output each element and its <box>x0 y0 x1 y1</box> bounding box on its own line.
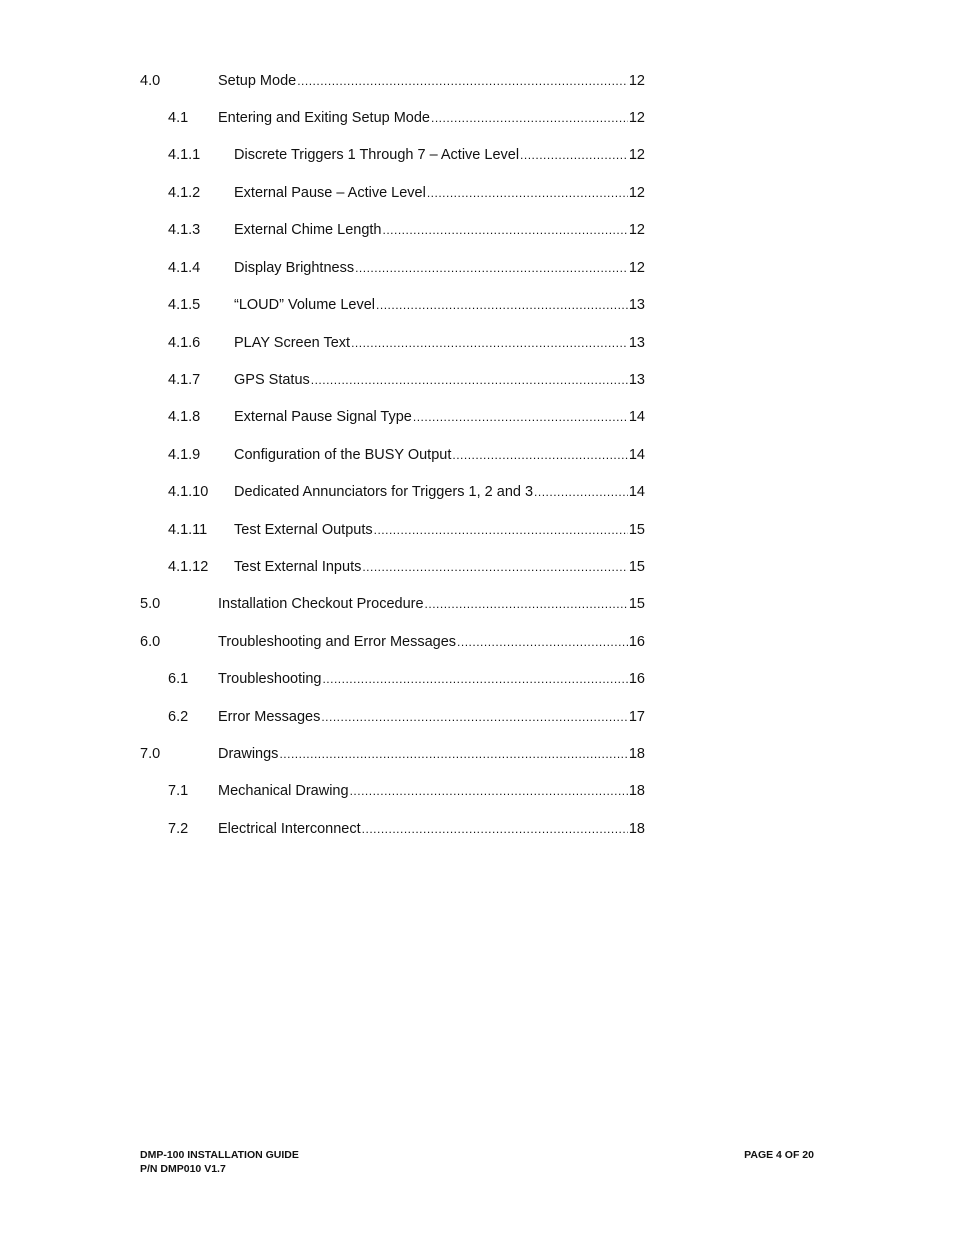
toc-page-number: 16 <box>628 671 645 687</box>
toc-dot-leader <box>311 370 628 390</box>
toc-section-number: 7.1 <box>168 783 189 799</box>
toc-dot-leader <box>374 520 628 540</box>
toc-section-number: 4.1.10 <box>168 484 209 500</box>
toc-dot-leader <box>376 295 628 315</box>
toc-row-4-1-4[interactable] <box>0 258 954 278</box>
toc-page-number: 13 <box>628 297 645 313</box>
toc-section-title: Configuration of the BUSY Output <box>234 447 452 463</box>
toc-dot-leader <box>520 145 628 165</box>
toc-section-title: External Pause – Active Level <box>234 185 426 201</box>
toc-section-number: 4.0 <box>140 73 161 89</box>
toc-dot-leader <box>427 183 628 203</box>
toc-page-number: 14 <box>628 409 645 425</box>
toc-section-number: 4.1 <box>168 110 189 126</box>
toc-page-number: 12 <box>628 185 645 201</box>
toc-row-7-2[interactable] <box>0 819 954 839</box>
toc-section-title: Troubleshooting and Error Messages <box>218 634 457 650</box>
toc-row-4-1-10[interactable] <box>0 482 954 502</box>
toc-dot-leader <box>413 407 628 427</box>
toc-row-4-1-5[interactable] <box>0 295 954 315</box>
toc-section-number: 6.2 <box>168 709 189 725</box>
toc-row-4-1-12[interactable] <box>0 557 954 577</box>
toc-section-number: 7.0 <box>140 746 161 762</box>
toc-section-title: Drawings <box>218 746 279 762</box>
toc-dot-leader <box>383 220 628 240</box>
toc-row-6-0[interactable] <box>0 632 954 652</box>
toc-page-number: 15 <box>628 522 645 538</box>
toc-section-number: 4.1.5 <box>168 297 201 313</box>
toc-row-6-1[interactable] <box>0 669 954 689</box>
toc-row-4-1-2[interactable] <box>0 183 954 203</box>
toc-row-4-1-6[interactable] <box>0 333 954 353</box>
footer-right <box>744 1148 814 1162</box>
toc-dot-leader <box>431 108 628 128</box>
toc-section-number: 4.1.6 <box>168 335 201 351</box>
toc-section-title: Electrical Interconnect <box>218 821 361 837</box>
toc-section-title: Mechanical Drawing <box>218 783 349 799</box>
toc-row-4-1-1[interactable] <box>0 145 954 165</box>
toc-row-7-0[interactable] <box>0 744 954 764</box>
toc-section-title: Troubleshooting <box>218 671 322 687</box>
toc-row-5-0[interactable] <box>0 594 954 614</box>
toc-section-number: 4.1.8 <box>168 409 201 425</box>
toc-page-number: 12 <box>628 73 645 89</box>
toc-row-4-1-11[interactable] <box>0 520 954 540</box>
toc-page-number: 13 <box>628 372 645 388</box>
toc-row-4-0[interactable] <box>0 71 954 91</box>
toc-dot-leader <box>350 781 628 801</box>
toc-section-number: 4.1.1 <box>168 147 201 163</box>
footer-part-number: P/N DMP010 V1.7 <box>140 1163 226 1175</box>
footer-page-label: PAGE 4 OF 20 <box>744 1149 814 1161</box>
toc-page-number: 18 <box>628 783 645 799</box>
toc-row-4-1-7[interactable] <box>0 370 954 390</box>
toc-row-4-1-3[interactable] <box>0 220 954 240</box>
toc-section-number: 4.1.11 <box>168 522 208 538</box>
toc-row-6-2[interactable] <box>0 707 954 727</box>
toc-page-number: 12 <box>628 147 645 163</box>
toc-section-title: GPS Status <box>234 372 310 388</box>
toc-section-title: Installation Checkout Procedure <box>218 596 424 612</box>
toc-section-title: Display Brightness <box>234 260 355 276</box>
toc-section-title: Dedicated Annunciators for Triggers 1, 2 and 3 <box>234 484 534 500</box>
toc-section-number: 4.1.12 <box>168 559 209 575</box>
toc-row-7-1[interactable] <box>0 781 954 801</box>
toc-page-number: 12 <box>628 222 645 238</box>
toc-section-number: 6.1 <box>168 671 189 687</box>
toc-page-number: 14 <box>628 447 645 463</box>
toc-section-number: 5.0 <box>140 596 161 612</box>
toc-section-title: Setup Mode <box>218 73 297 89</box>
toc-dot-leader <box>534 482 628 502</box>
toc-section-number: 7.2 <box>168 821 189 837</box>
toc-page-number: 18 <box>628 746 645 762</box>
toc-page-number: 15 <box>628 559 645 575</box>
toc-page-number: 14 <box>628 484 645 500</box>
toc-section-number: 4.1.3 <box>168 222 201 238</box>
toc-section-title: Test External Inputs <box>234 559 362 575</box>
toc-section-title: Entering and Exiting Setup Mode <box>218 110 430 126</box>
toc-dot-leader <box>297 71 628 91</box>
toc-section-number: 4.1.7 <box>168 372 201 388</box>
toc-section-title: External Pause Signal Type <box>234 409 412 425</box>
toc-dot-leader <box>351 333 628 353</box>
toc-section-title: Discrete Triggers 1 Through 7 – Active Level <box>234 147 520 163</box>
toc-section-number: 6.0 <box>140 634 161 650</box>
toc-section-title: Test External Outputs <box>234 522 373 538</box>
toc-dot-leader <box>457 632 628 652</box>
toc-section-title: PLAY Screen Text <box>234 335 351 351</box>
footer-left <box>140 1148 299 1176</box>
toc-dot-leader <box>321 707 628 727</box>
toc-page-number: 12 <box>628 110 645 126</box>
toc-row-4-1[interactable] <box>0 108 954 128</box>
toc-page-number: 18 <box>628 821 645 837</box>
toc-row-4-1-8[interactable] <box>0 407 954 427</box>
toc-dot-leader <box>425 594 628 614</box>
toc-dot-leader <box>452 445 627 465</box>
toc-section-number: 4.1.4 <box>168 260 201 276</box>
toc-dot-leader <box>362 819 628 839</box>
toc-section-title: Error Messages <box>218 709 321 725</box>
toc-page-number: 12 <box>628 260 645 276</box>
toc-page-number: 16 <box>628 634 645 650</box>
toc-row-4-1-9[interactable] <box>0 445 954 465</box>
toc-dot-leader <box>355 258 628 278</box>
toc-page-number: 13 <box>628 335 645 351</box>
toc-section-title: External Chime Length <box>234 222 382 238</box>
toc-dot-leader <box>279 744 627 764</box>
toc-section-number: 4.1.9 <box>168 447 201 463</box>
toc-section-number: 4.1.2 <box>168 185 201 201</box>
toc-dot-leader <box>362 557 628 577</box>
toc-section-title: “LOUD” Volume Level <box>234 297 376 313</box>
toc-dot-leader <box>322 669 627 689</box>
toc-page-number: 17 <box>628 709 645 725</box>
footer-doc-title: DMP-100 INSTALLATION GUIDE <box>140 1149 299 1161</box>
toc-page-number: 15 <box>628 596 645 612</box>
